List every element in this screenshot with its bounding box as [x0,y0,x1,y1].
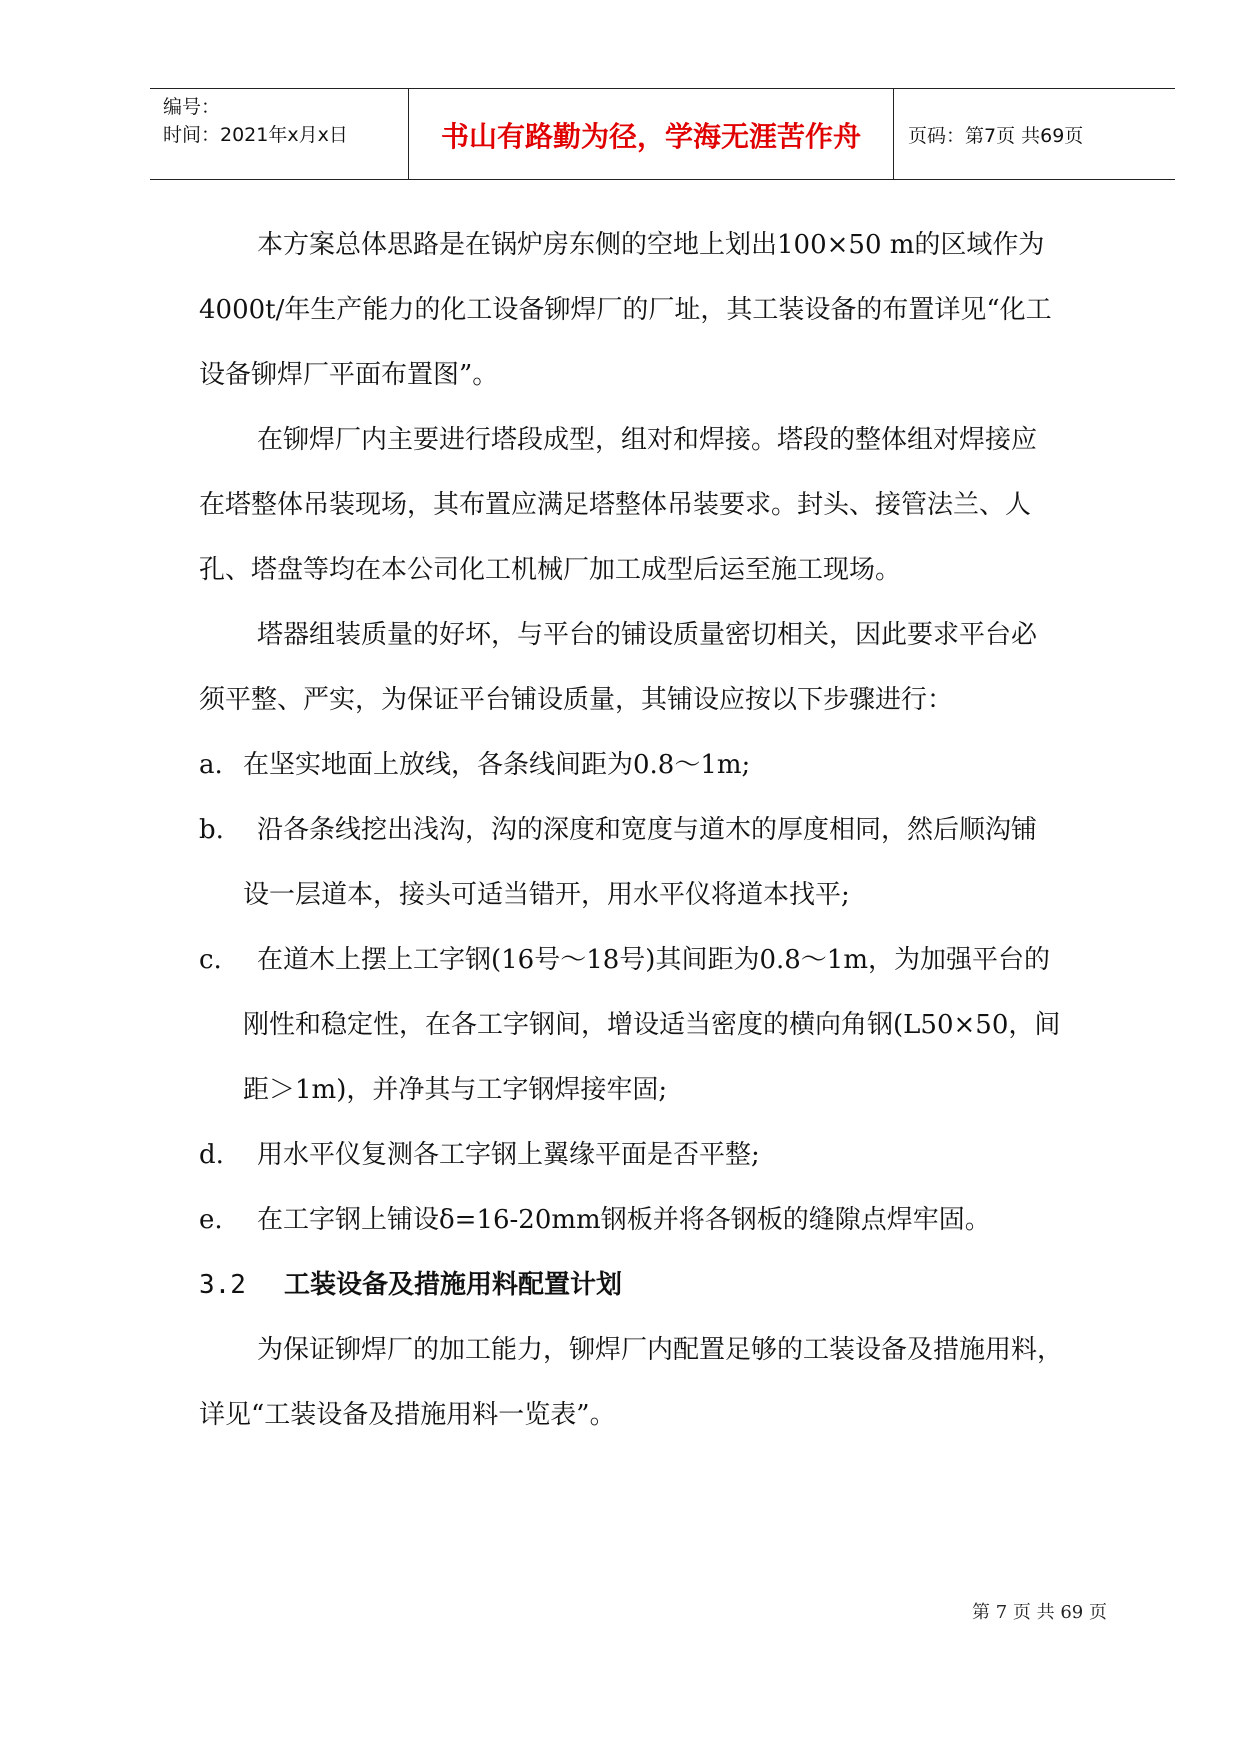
step-b [199,798,1134,863]
paragraph-line: 孔、塔盘等均在本公司化工机械厂加工成型后运至施工现场。 [199,555,902,585]
page-footer: 第 7 页 共 69 页 [972,1602,1107,1623]
section-number: 3.2 [199,1270,246,1300]
step-c [199,928,1134,993]
step-c-continued: 刚性和稳定性，在各工字钢间，增设适当密度的横向角钢(L50×50，间 [243,1010,1061,1040]
section-heading [199,1253,1134,1318]
step-label: b. [199,815,224,845]
step-label: a. [199,750,223,780]
doc-number-label: 编号： [163,96,221,118]
section-title: 工装设备及措施用料配置计划 [284,1270,623,1300]
header-meta [150,89,409,179]
step-text: 沿各条线挖出浅沟，沟的深度和宽度与道木的厚度相同，然后顺沟铺 [257,815,1038,845]
paragraph-line: 本方案总体思路是在锅炉房东侧的空地上划出100×50 m的区域作为 [257,230,1045,260]
paragraph-line: 须平整、严实，为保证平台铺设质量，其铺设应按以下步骤进行： [199,685,954,715]
paragraph-line: 在铆焊厂内主要进行塔段成型，组对和焊接。塔段的整体组对焊接应 [257,425,1038,455]
step-label: c. [199,945,222,975]
paragraph-line: 4000t/年生产能力的化工设备铆焊厂的厂址，其工装设备的布置详见“化工 [199,295,1052,325]
step-d [199,1123,1134,1188]
step-text: 在坚实地面上放线，各条线间距为0.8～1m; [243,750,751,780]
header-slogan: 书山有路勤为径，学海无涯苦作舟 [409,89,894,179]
paragraph-line: 设备铆焊厂平面布置图”。 [199,360,499,390]
step-label: d. [199,1140,224,1170]
step-text: 在工字钢上铺设δ=16-20mm钢板并将各钢板的缝隙点焊牢固。 [257,1205,991,1235]
step-label: e. [199,1205,223,1235]
paragraph-line: 塔器组装质量的好坏，与平台的铺设质量密切相关，因此要求平台必 [257,620,1038,650]
step-text: 用水平仪复测各工字钢上翼缘平面是否平整; [257,1140,760,1170]
paragraph-line: 在塔整体吊装现场，其布置应满足塔整体吊装要求。封头、接管法兰、人 [199,490,1032,520]
step-b-continued: 设一层道本，接头可适当错开，用水平仪将道本找平; [243,880,850,910]
doc-time-label: 时间：2021年x月x日 [163,124,348,146]
document-body [199,213,1134,1448]
step-e [199,1188,1134,1253]
paragraph-line: 详见“工装设备及措施用料一览表”。 [199,1400,616,1430]
page-header [150,88,1175,180]
header-page-info: 页码：第7页 共69页 [908,124,1084,147]
step-a [199,733,1134,798]
step-c-continued: 距＞1m)，并净其与工字钢焊接牢固; [243,1075,668,1105]
paragraph-line: 为保证铆焊厂的加工能力，铆焊厂内配置足够的工装设备及措施用料， [257,1335,1064,1365]
step-text: 在道木上摆上工字钢(16号～18号)其间距为0.8～1m，为加强平台的 [257,945,1051,975]
